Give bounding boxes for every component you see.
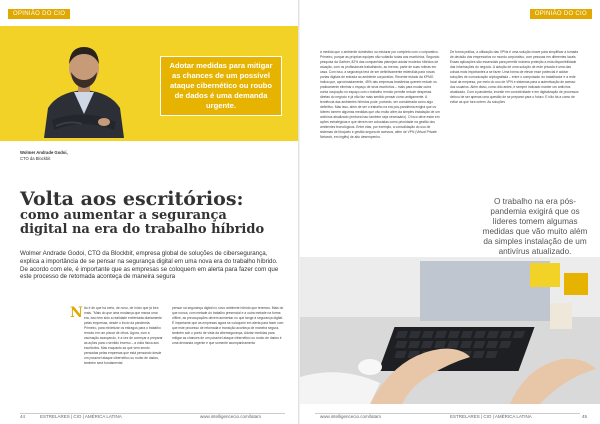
headline-line-3: digital na era do trabalho híbrido: [20, 222, 265, 237]
body-column-left-a: ão é de que há certo, de novo, de início que já fora mais. "Mais do que uma mudança que marca uma era, isso tem sido a realidade enfrentada diariamente pelas empresas, desde o início da pandemia. Primeiro, para minimizar os estragos para o trabalho remoto em um piscar de olhos. Agora, com a vacinação avançando, é a vez de começar a preparar as ações para o sentido inverso – a volta física aos escritórios. Mas enquanto as que vem sendo pensadas pelas empresas que está pensando desde um possível ataque cibernético ou roubo de dados, também será fundamental: [84, 306, 163, 365]
article-headline: [20, 189, 290, 237]
author-photo: [34, 34, 134, 138]
quote-box-text: Adotar medidas para mitigar as chances de um possível ataque cibernético ou roubo de dados é uma demanda urgente.: [169, 61, 273, 110]
footer-publication-right: ESTRELARES | CIO | AMÉRICA LATINA: [450, 414, 532, 419]
article-lead: Wolmer Andrade Godoi, CTO da Blockbit, empresa global de soluções de cibersegurança, explica a importância de se pensar na segurança digital em uma nova era do trabalho híbrido. De acordo com ele, é importante que as empresas se coloquem em alerta para fazer com que este processo de retomada aconteça de maneira segura: [20, 250, 279, 281]
pull-quote: O trabalho na era pós-pandemia exigirá que os líderes tomem algumas medidas que vão muito além da simples instalação de um antivírus atualizado.: [482, 197, 588, 256]
body-column-right-b: De forma prática, a utilização das VPNs é uma solução chave para simplificar a tomada de decisão dos empresários no mundo corporativo, com pessoas em diferentes locais. Essas aplicações são essenciais para permitir máxima proteção a esta disponibilidade das informações do negócio. A adoção de uma solução de rede privada é uma das coisas mais importantes a se fazer. Uma forma de elevar esse potencial é adotar soluções de comunicação criptografada – entre o computador do trabalhador e a rede local da empresa, por meio do uso de VPN e sistemas para a autenticação de acesso dos usuários. Além disso, como dito antes, é sempre indicado manter um antivírus atualizado. Com a pandemia, investir em conectividade e em digitalização de processos deixou de ser apenas uma questão de se preparar para o futuro. E não há a como de evitar as que fora ontem. As soluções: [450, 50, 579, 104]
headline-line-2: como aumentar a segurança: [20, 208, 227, 223]
footer-publication-left: ESTRELARES | CIO | AMÉRICA LATINA: [40, 414, 122, 419]
headline-line-1: Volta aos escritórios:: [20, 188, 244, 210]
footer-url-right: www.intelligencecio.com/latam: [320, 414, 382, 419]
section-tag-left: OPINIÃO DO CIO: [8, 9, 70, 19]
page-number-right: 45: [582, 414, 588, 419]
quote-box: [160, 56, 282, 116]
body-column-right-a: à medida que o ambiente doméstico ou misturar por completo com o corporativo. Primeiro, porque as próprias equipes não voltarão todas aos escritórios. Segundo pesquisa da Gartner, 82% das companhias planejam adotar modelos híbridos de atuação, com os profissionais trabalhando, ao menos, parte de suas rotinas em casa. Com isso, a segurança terá de ser definitivamente estendida para novas portas digitais de entrada ao ambiente corporativo. Recente estudo da KPMG indica que, aproximadamente, 45% das empresas brasileiras querem reduzir os praticamente eliminar o espaço de seus escritórios – mais para mudar outra conta ocupação no espaço com o trabalho remoto permite reduzir despesas diretas do negócio e já não faz mais sentido pensar como antigamente. A tendência das ambientes híbridos pode, portanto, ser considerada como algo definitivo. Mas isso, além de ser o trabalho na era pós-pandemia exigirá que os líderes tomem algumas medidas que vão muito além da simples instalação de um antivírus atualizado (embora isso também seja necessário). O foco deve estar em ações estratégicas e que devem ser colocadas como prioridade na gestão dos ambientes tecnológicos. Entre elas, por exemplo, a consolidação do uso de sistemas de bloqueio e gestão segura de acessos, além de VPN (Virtual Private Network, em inglês) de alto desempenho.: [320, 50, 440, 139]
footer-url-left: www.intelligencecio.com/latam: [200, 414, 262, 419]
caption-role: CTO da Blockbit: [20, 155, 51, 161]
page-number-left: 44: [20, 414, 26, 419]
caption-name: Wolmer Andrade Godoi,: [20, 150, 68, 155]
keyboard-photo: [300, 257, 600, 404]
photo-caption: [20, 150, 80, 161]
drop-cap: N: [70, 305, 83, 321]
body-column-left-b: pensar na segurança digital no novo ambiente híbrido que teremos. Mais do que nunca, com metade do trabalho presencial e a outra metade na forma offline, as preocupações devem aumentar no que tange à segurança digital. É importante que as empresas agora se coloquem em alerta para fazer com que este processo de retomada e transição aconteça de maneira segura, também sob o ponto de vista da cibersegurança. Adotar medidas para mitigar as chances de um possível ataque cibernético ou roubo de dados é uma demanda urgente e que somente acompanhamento: [172, 306, 284, 345]
section-tag-right: OPINIÃO DO CIO: [530, 9, 592, 19]
